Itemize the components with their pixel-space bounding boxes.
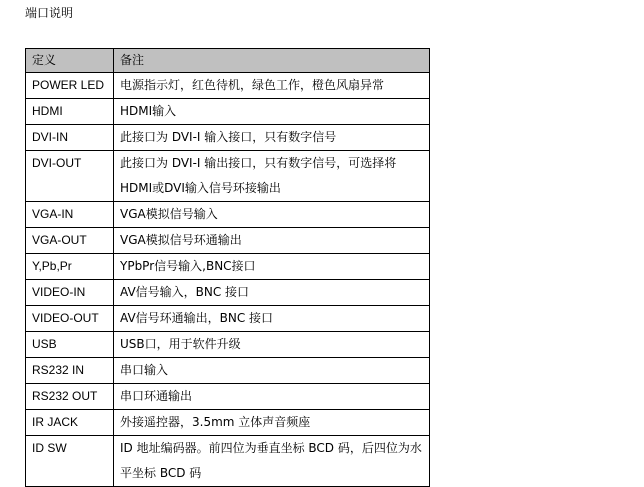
row-remarks: 串口输入 xyxy=(114,358,430,384)
row-remarks: 串口环通输出 xyxy=(114,384,430,410)
page-title: 端口说明 xyxy=(25,6,74,20)
table-row xyxy=(26,99,430,125)
table-row xyxy=(26,151,430,202)
row-remarks: 外接遥控器，3.5mm 立体声音频座 xyxy=(114,410,430,436)
table-row xyxy=(26,306,430,332)
row-definition: VGA-OUT xyxy=(26,228,114,254)
table-row xyxy=(26,280,430,306)
row-definition: ID SW xyxy=(26,436,114,487)
row-remarks: USB口，用于软件升级 xyxy=(114,332,430,358)
row-definition: IR JACK xyxy=(26,410,114,436)
table-header-row xyxy=(26,49,430,73)
row-definition: POWER LED xyxy=(26,73,114,99)
port-definition-table xyxy=(25,48,430,487)
row-remarks: AV信号环通输出，BNC 接口 xyxy=(114,306,430,332)
row-definition: HDMI xyxy=(26,99,114,125)
row-definition: VIDEO-IN xyxy=(26,280,114,306)
table-row xyxy=(26,228,430,254)
row-remarks: 此接口为 DVI-I 输入接口，只有数字信号 xyxy=(114,125,430,151)
row-remarks: VGA模拟信号输入 xyxy=(114,202,430,228)
row-definition: RS232 IN xyxy=(26,358,114,384)
row-remarks: 电源指示灯，红色待机，绿色工作，橙色风扇异常 xyxy=(114,73,430,99)
table-row xyxy=(26,202,430,228)
row-definition: USB xyxy=(26,332,114,358)
row-definition: RS232 OUT xyxy=(26,384,114,410)
table-row xyxy=(26,73,430,99)
row-remarks: HDMI输入 xyxy=(114,99,430,125)
table-row xyxy=(26,254,430,280)
table-row xyxy=(26,125,430,151)
row-definition: DVI-OUT xyxy=(26,151,114,202)
row-remarks: 此接口为 DVI-I 输出接口，只有数字信号，可选择将HDMI或DVI输入信号环接输出 xyxy=(114,151,430,202)
table-row xyxy=(26,410,430,436)
row-remarks: ID 地址编码器。前四位为垂直坐标 BCD 码，后四位为水平坐标 BCD 码 xyxy=(114,436,430,487)
row-remarks: YPbPr信号输入,BNC接口 xyxy=(114,254,430,280)
header-definition: 定义 xyxy=(26,49,114,73)
table-row xyxy=(26,358,430,384)
table-row xyxy=(26,332,430,358)
row-remarks: VGA模拟信号环通输出 xyxy=(114,228,430,254)
row-definition: Y,Pb,Pr xyxy=(26,254,114,280)
table-row xyxy=(26,384,430,410)
row-definition: VIDEO-OUT xyxy=(26,306,114,332)
header-remarks: 备注 xyxy=(114,49,430,73)
row-remarks: AV信号输入，BNC 接口 xyxy=(114,280,430,306)
table-row xyxy=(26,436,430,487)
row-definition: DVI-IN xyxy=(26,125,114,151)
row-definition: VGA-IN xyxy=(26,202,114,228)
